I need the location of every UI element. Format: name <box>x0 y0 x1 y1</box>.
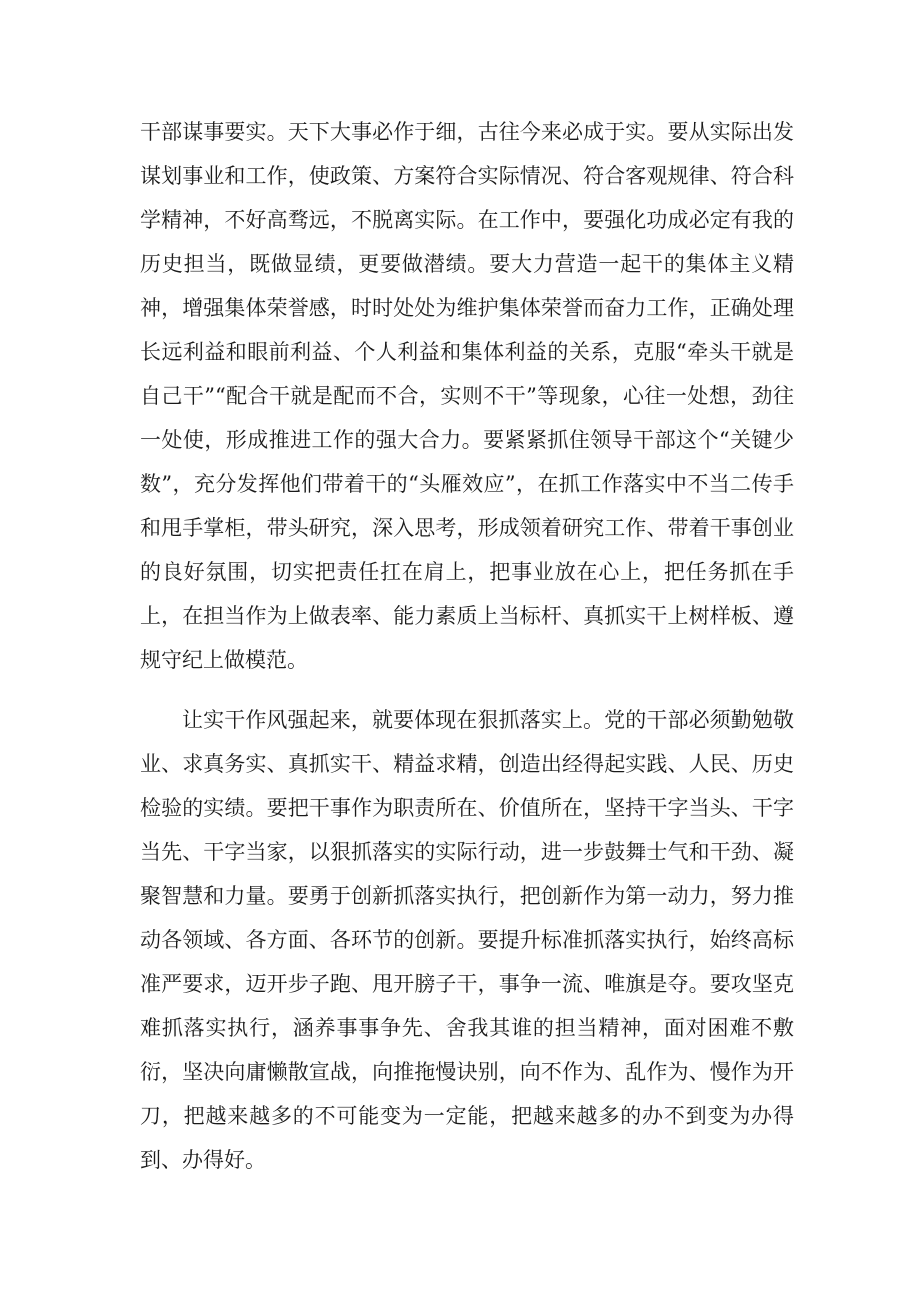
body-paragraph-2: 让实干作风强起来，就要体现在狠抓落实上。党的干部必须勤勉敬业、求真务实、真抓实干、精益求精，创造出经得起实践、人民、历史检验的实绩。要把干事作为职责所在、价值所在，坚持干字当头、干字当先、干字当家，以狠抓落实的实际行动，进一步鼓舞士气和干劲、凝聚智慧和力量。要勇于创新抓落实执行，把创新作为第一动力，努力推动各领域、各方面、各环节的创新。要提升标准抓落实执行，始终高标准严要求，迈开步子跑、甩开膀子干，事争一流、唯旗是夺。要攻坚克难抓落实执行，涵养事事争先、舍我其谁的担当精神，面对困难不敷衍，坚决向庸懒散宣战，向推拖慢诀别，向不作为、乱作为、慢作为开刀，把越来越多的不可能变为一定能，把越来越多的办不到变为办得到、办得好。 <box>140 708 794 1172</box>
body-paragraph-1: 干部谋事要实。天下大事必作于细，古往今来必成于实。要从实际出发谋划事业和工作，使政策、方案符合实际情况、符合客观规律、符合科学精神，不好高骛远，不脱离实际。在工作中，要强化功成必定有我的历史担当，既做显绩，更要做潜绩。要大力营造一起干的集体主义精神，增强集体荣誉感，时时处处为维护集体荣誉而奋力工作，正确处理长远利益和眼前利益、个人利益和集体利益的关系，克服“牵头干就是自己干”“配合干就是配而不合，实则不干”等现象，心往一处想，劲往一处使，形成推进工作的强大合力。要紧紧抓住领导干部这个“关键少数”，充分发挥他们带着干的“头雁效应”，在抓工作落实中不当二传手和甩手掌柜，带头研究，深入思考，形成领着研究工作、带着干事创业的良好氛围，切实把责任扛在肩上，把事业放在心上，把任务抓在手上，在担当作为上做表率、能力素质上当标杆、真抓实干上树样板、遵规守纪上做模范。 <box>140 120 794 672</box>
document-body <box>140 110 794 1182</box>
